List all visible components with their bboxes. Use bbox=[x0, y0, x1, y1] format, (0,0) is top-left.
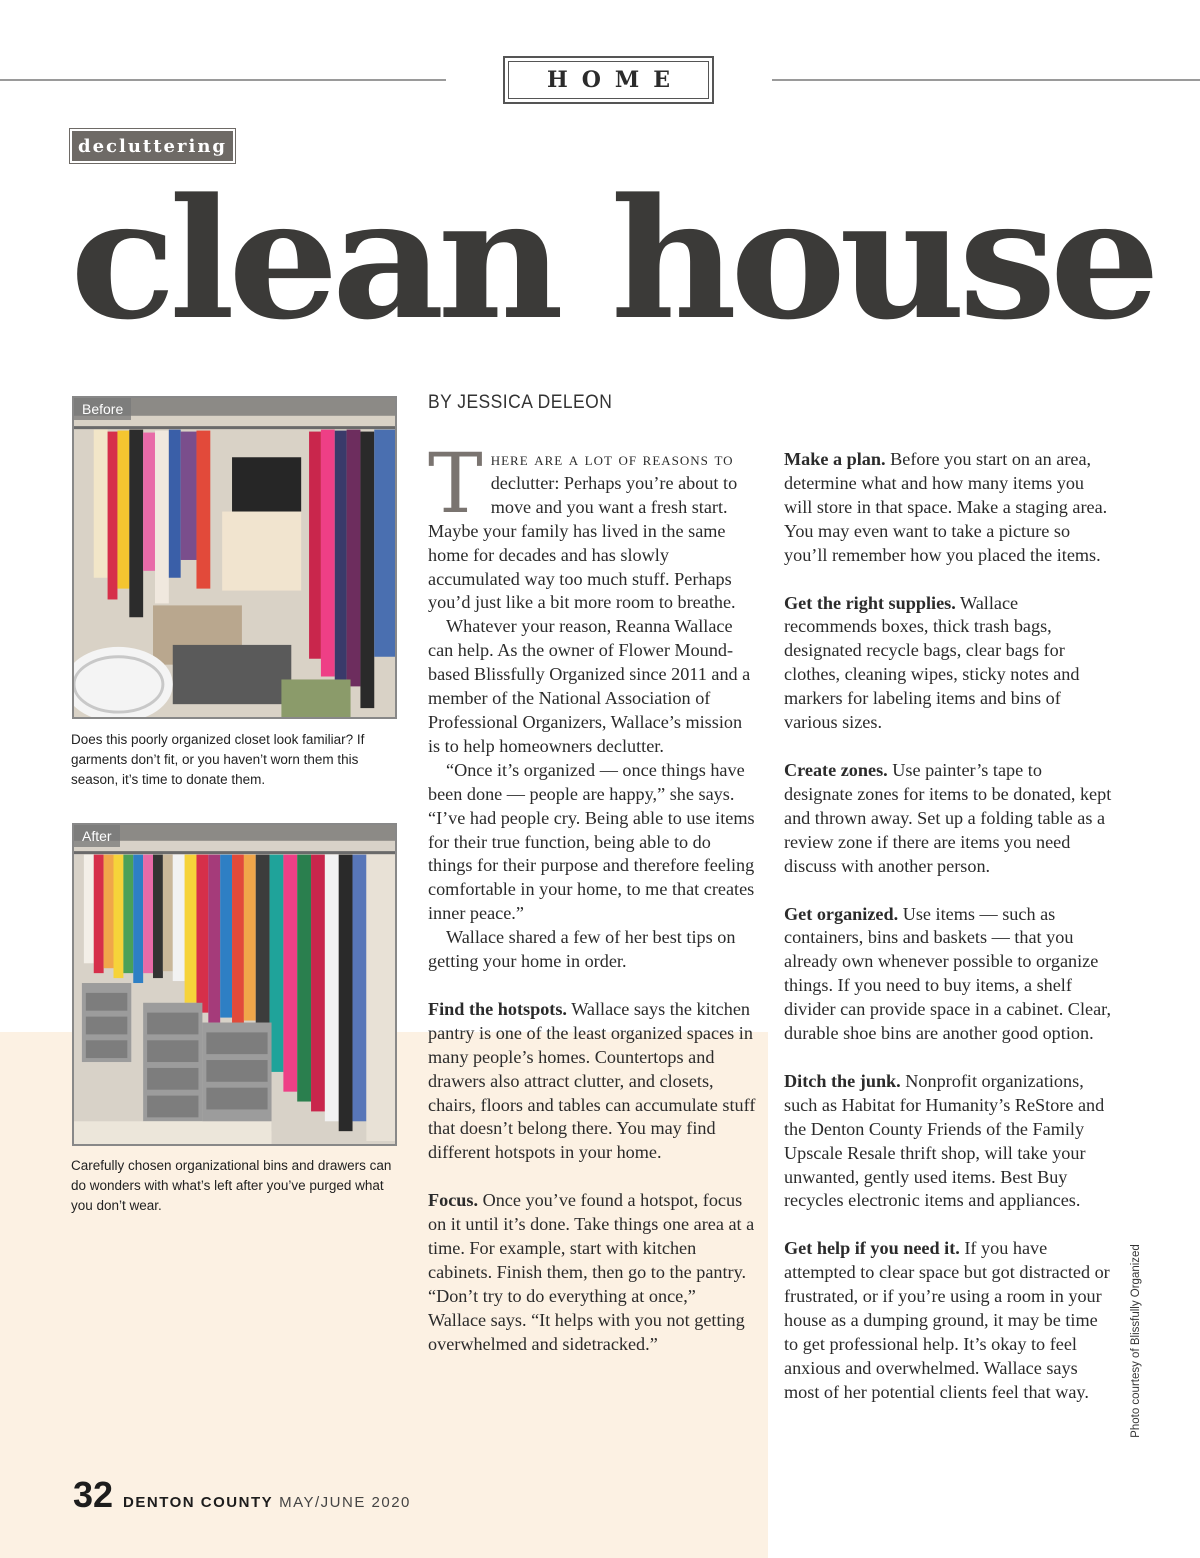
before-photo bbox=[72, 396, 397, 719]
paragraph-4: Wallace shared a few of her best tips on getting your home in order. bbox=[428, 927, 736, 972]
issue-date: MAY/JUNE 2020 bbox=[279, 1494, 411, 1511]
after-label: After bbox=[74, 825, 120, 847]
before-caption: Does this poorly organized closet look familiar? If garments don’t fit, or you haven’t worn them this season, it’s time to donate them. bbox=[71, 732, 365, 787]
tip-text: Before you start on an area, determine what and how many items you will store in that space. Make a staging area. You may even want to take a picture so you’ll remember how you placed the items. bbox=[784, 449, 1108, 565]
intro-text: declutter: Perhaps you’re about to move and you want a fresh start. Maybe your family has lived in the same home for decades and has slowly accumulated way too much stuff. Perhaps you’d just like a bit more room to breathe. bbox=[428, 472, 738, 613]
publication-name: DENTON COUNTY bbox=[123, 1494, 274, 1511]
tip-paragraph bbox=[784, 1070, 1114, 1213]
tip-paragraph bbox=[428, 1189, 758, 1356]
tip-text: Wallace recommends boxes, thick trash bags, designated recycle bags, clear bags for clothes, cleaning wipes, sticky notes and markers for labeling items and bins of various sizes. bbox=[784, 592, 1080, 733]
tip-text: Once you’ve found a hotspot, focus on it until it’s done. Take things one area at a time. For example, start with kitchen cabinets. Finish them, then go to the pantry. “Don’t try to do everything at once,” Wallace says. “It helps with you not getting overwhelmed and sidetracked.” bbox=[428, 1190, 755, 1354]
section-label: HOME bbox=[546, 67, 685, 93]
after-photo bbox=[72, 823, 397, 1146]
article-column-middle bbox=[428, 437, 758, 1357]
after-caption: Carefully chosen organizational bins and drawers can do wonders with what’s left after you’ve purged what you don’t wear. bbox=[71, 1158, 392, 1213]
drop-cap: T bbox=[428, 437, 483, 532]
tip-text: If you have attempted to clear space but got distracted or frustrated, or if you’re using a room in your house as a dumping ground, it may be time to get professional help. It’s okay to feel anxious and overwhelmed. Wallace says most of her potential clients feel that way. bbox=[784, 1238, 1110, 1402]
headline: clean house bbox=[70, 163, 1154, 357]
tip-text: Nonprofit organizations, such as Habitat for Humanity’s ReStore and the Denton County Friends of the Family Upscale Resale thrift shop, will take your unwanted, gently used items. Best Buy recycles electronic items and appliances. bbox=[784, 1070, 1105, 1211]
header-rule-left bbox=[0, 79, 446, 81]
tip-title: Get organized. bbox=[784, 903, 899, 924]
tip-paragraph bbox=[784, 759, 1114, 879]
photo-credit bbox=[1128, 1236, 1144, 1446]
tip-text: Wallace says the kitchen pantry is one of the least organized spaces in many people’s homes. Countertops and drawers also attract clutter, and closets, chairs, floors and tables can accumulate stuff that doesn’t belong there. You may find different hotspots in your home. bbox=[428, 998, 756, 1163]
tip-title: Focus. bbox=[428, 1190, 479, 1211]
paragraph-2: Whatever your reason, Reanna Wallace can help. As the owner of Flower Mound-based Blissfully Organized since 2011 and a member of the National Association of Professional Organizers, Wallace’s mission is to help homeowners declutter. bbox=[428, 616, 751, 756]
page-footer bbox=[73, 1474, 411, 1516]
intro-smallcaps: here are a lot of reasons to bbox=[490, 449, 734, 469]
tip-title: Ditch the junk. bbox=[784, 1070, 901, 1091]
tip-paragraph bbox=[784, 592, 1114, 735]
section-header bbox=[503, 56, 714, 104]
paragraph-3: “Once it’s organized — once things have been done — people are happy,” she says. “I’ve had people cry. Being able to use items for their true function, being able to do things for their purpose and therefore feeling comfortable in your home, to me that creates inner peace.” bbox=[428, 759, 755, 924]
header-rule-right bbox=[772, 79, 1200, 81]
photo-credit-text: Photo courtesy of Blissfully Organized bbox=[1130, 1244, 1142, 1438]
tip-text: Use items — such as containers, bins and baskets — that you already own whenever possible to organize things. If you need to buy items, a shelf divider can provide space in a cabinet. Clear, durable shoe bins are another good option. bbox=[784, 903, 1112, 1044]
byline: BY JESSICA DELEON bbox=[428, 392, 613, 413]
tip-title: Make a plan. bbox=[784, 449, 886, 469]
tip-text: Use painter’s tape to designate zones for items to be donated, kept and thrown away. Set up a folding table as a review zone if there are items you need discuss with another person. bbox=[784, 759, 1112, 876]
tip-title: Get help if you need it. bbox=[784, 1238, 960, 1259]
article-column-right bbox=[784, 448, 1114, 1405]
tip-title: Get the right supplies. bbox=[784, 592, 956, 613]
page-number: 32 bbox=[73, 1474, 114, 1515]
closet-after-illustration bbox=[74, 825, 395, 1144]
before-label: Before bbox=[74, 398, 131, 420]
tip-paragraph bbox=[784, 903, 1114, 1046]
intro-paragraph bbox=[428, 437, 758, 615]
tip-title: Find the hotspots. bbox=[428, 998, 567, 1019]
tip-paragraph bbox=[428, 998, 758, 1165]
tip-title: Create zones. bbox=[784, 759, 888, 780]
tip-paragraph bbox=[784, 1237, 1114, 1404]
category-tag: decluttering bbox=[72, 131, 233, 161]
tip-paragraph bbox=[784, 448, 1114, 568]
closet-before-illustration bbox=[74, 398, 395, 717]
